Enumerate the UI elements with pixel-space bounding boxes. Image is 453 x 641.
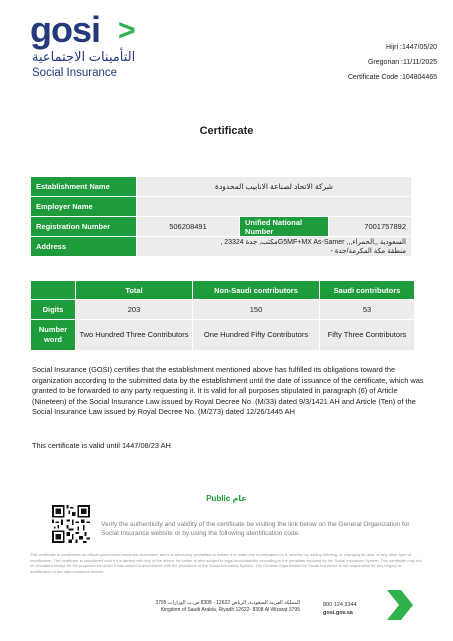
footer-address-english: Kingdom of Saudi Arabia, Riyadh 12622- 8308 Al Wizarat 3795 [160, 607, 300, 613]
address-line-2: منطقة مكة المكرمة/جدة - [330, 247, 406, 255]
saudi-words: Fifty Three Contributors [320, 320, 415, 351]
table-header-row [31, 281, 415, 300]
logo-chevron-icon: > [118, 14, 136, 47]
saudi-digits: 53 [320, 300, 415, 320]
contributors-table [30, 280, 415, 351]
certificate-meta [348, 40, 437, 85]
address-line-1: السعودية ,,الحمراء,,, G5MF+MX As-Samerمكتب, جدة 23324 , [220, 238, 406, 246]
green-chevron-icon [384, 588, 414, 622]
establishment-name-label: Establishment Name [31, 177, 137, 197]
column-header-saudi: Saudi contributors [320, 281, 415, 300]
legal-fine-print: This certificate is considered an official government electronic document, and it is absolutely prohibited to imitate it or make any modifications to it, whether by adding deleting, or changing its data, or any other type of modification. The certificate is considered void if it is tainted with any of the above. Its holder is also subject to legal accountability according to the penalties imposed by the Social Insurance System. This certificate may not be circulated except for the purposes for which it was issued in accordance with the provisions of the Social Insurance System. The General Organization for Social Insurance is not responsible for any forgery or modification of the data contained therein [30, 552, 422, 574]
non-saudi-words: One Hundred Fifty Contributors [193, 320, 320, 351]
verify-instructions: Verify the authenticity and validity of the certificate be visiting the link below on the General Organization for Social Insurance website or by using the following identification code. [101, 521, 410, 537]
digits-label: Digits [31, 300, 76, 320]
qr-code-icon [52, 505, 90, 543]
column-header-non-saudi: Non-Saudi contributors [193, 281, 320, 300]
registration-number-value: 506208491 [137, 217, 240, 237]
address-value [137, 237, 412, 257]
certification-text: Social Insurance (GOSI) certifies that the establishment mentioned above has fulfilled its obligations toward the organization according to the submitted data by the establishment until the date of issuance of the certificate, which was granted to be forwarded to any party requesting it. It is valid for all purposes stipulated in paragraph (6) of Article (Nineteen) of the Social Insurance Law issued by Royal Decree No. (M/33) dated 9/3/1421 AH and Article (Ten) of the Social Insurance Law issued by Royal Decree No. (M/273) dated 12/26/1445 AH [32, 365, 424, 416]
column-header-blank [31, 281, 76, 300]
public-classification: Public عام [206, 494, 247, 503]
non-saudi-digits: 150 [193, 300, 320, 320]
certificate-code: Certificate Code :104804465 [347, 74, 437, 81]
unified-number-label: Unified National Number [240, 217, 329, 237]
footer-address-arabic: المملكة العربية السعودية، الرياض 12622 - 8308 ص.ب الوزارات 3795 [155, 600, 300, 606]
table-row [31, 300, 415, 320]
logo-arabic-name: التأمينات الاجتماعية [32, 49, 136, 64]
validity-text: This certificate is valid until 1447/08/23 AH [32, 441, 171, 450]
logo-english-name: Social Insurance [32, 67, 118, 79]
table-row [31, 237, 412, 257]
table-row [31, 320, 415, 351]
table-row [31, 197, 412, 217]
hijri-date: Hijri :1447/05/20 [386, 44, 437, 51]
registration-number-label: Registration Number [31, 217, 137, 237]
establishment-name-value: شركة الاتحاد لصناعة الانابيب المحدودة [137, 177, 412, 197]
unified-number-value: 7001757892 [329, 217, 412, 237]
footer-website-link[interactable]: gosi.gov.sa [323, 610, 353, 616]
footer-address [120, 600, 300, 614]
address-label: Address [31, 237, 137, 257]
establishment-info-table [30, 176, 412, 257]
number-word-label: Number word [31, 320, 76, 351]
logo-wordmark: gosi [30, 9, 101, 50]
total-digits: 203 [76, 300, 193, 320]
gosi-logo [30, 9, 140, 82]
gregorian-date: Gregorian :11/11/2025 [367, 59, 437, 66]
total-words: Two Hundred Three Contributors [76, 320, 193, 351]
footer-contact [323, 601, 357, 617]
employer-name-value [137, 197, 412, 217]
table-row [31, 177, 412, 197]
footer-phone: 800 124 3344 [323, 602, 357, 608]
page-title: Certificate [199, 125, 254, 137]
table-row [31, 217, 412, 237]
employer-name-label: Employer Name [31, 197, 137, 217]
column-header-total: Total [76, 281, 193, 300]
